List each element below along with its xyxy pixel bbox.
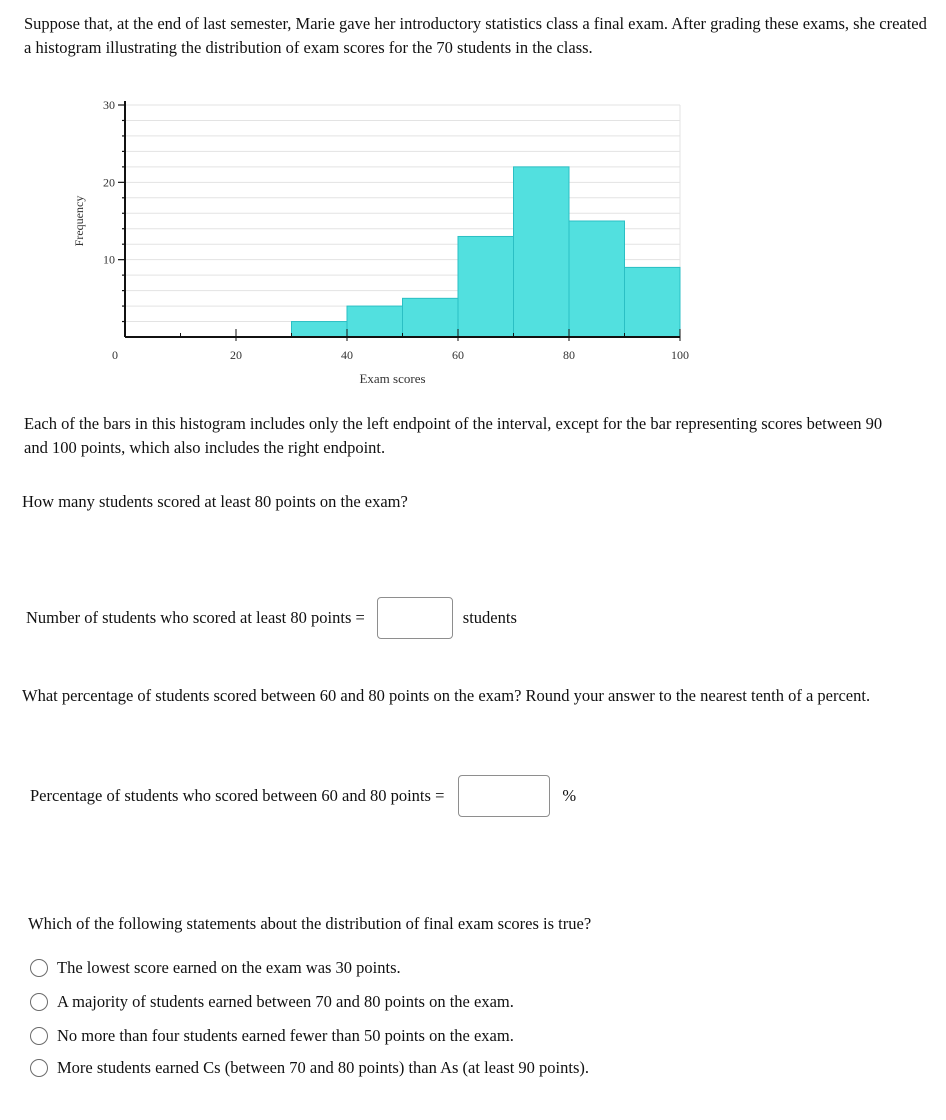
x-tick-label: 0 (112, 348, 118, 362)
histogram-bar-4 (514, 167, 570, 337)
x-tick-label: 80 (563, 348, 575, 362)
answer-1-unit: students (462, 608, 517, 627)
option-2[interactable] (30, 992, 514, 1012)
option-1[interactable] (30, 958, 401, 978)
answer-row-1 (26, 596, 517, 640)
option-3-text: No more than four students earned fewer than 50 points on the exam. (57, 1026, 514, 1045)
option-4[interactable] (30, 1058, 589, 1078)
question-2: What percentage of students scored between 60 and 80 points on the exam? Round your answer to the nearest tenth of a percent. (22, 686, 871, 705)
y-tick-label: 20 (103, 175, 115, 190)
x-axis-label: Exam scores (359, 371, 426, 386)
question-1: How many students scored at least 80 points on the exam? (22, 492, 408, 511)
x-tick-label: 40 (341, 348, 353, 362)
radio-button[interactable] (30, 1059, 48, 1077)
y-axis-label: Frequency (72, 195, 86, 247)
histogram-bar-1 (347, 306, 403, 337)
radio-button[interactable] (30, 993, 48, 1011)
endpoint-note: Each of the bars in this histogram includes only the left endpoint of the interval, except for the bar representing scores between 90 and 100 points, which also includes the right endpoint. (24, 414, 883, 457)
x-tick-label: 100 (671, 348, 689, 362)
students-count-input[interactable] (377, 597, 453, 639)
histogram-bar-0 (292, 322, 348, 337)
answer-1-label: Number of students who scored at least 80 points = (26, 608, 365, 627)
option-4-text: More students earned Cs (between 70 and 80 points) than As (at least 90 points). (57, 1058, 590, 1077)
histogram-bar-2 (403, 298, 459, 337)
percentage-input[interactable] (458, 775, 550, 817)
option-3[interactable] (30, 1026, 514, 1046)
radio-button[interactable] (30, 1027, 48, 1045)
answer-2-unit: % (562, 786, 577, 805)
x-tick-label: 20 (230, 348, 242, 362)
answer-row-2 (30, 774, 576, 818)
answer-2-label: Percentage of students who scored between 60 and 80 points = (30, 786, 445, 805)
y-tick-label: 10 (103, 252, 115, 267)
y-tick-label: 30 (103, 98, 115, 112)
question-3: Which of the following statements about the distribution of final exam scores is true? (28, 914, 592, 933)
option-2-text: A majority of students earned between 70 and 80 points on the exam. (57, 992, 514, 1011)
histogram-chart (0, 0, 946, 400)
histogram-bar-3 (458, 236, 514, 337)
intro-text: Suppose that, at the end of last semester, Marie gave her introductory statistics class a final exam. After grading these exams, she created a histogram illustrating the distribution of exam scores for the 70 students in the class. (24, 14, 927, 57)
x-tick-label: 60 (452, 348, 464, 362)
radio-button[interactable] (30, 959, 48, 977)
histogram-bar-6 (625, 267, 681, 337)
option-1-text: The lowest score earned on the exam was 30 points. (57, 958, 401, 977)
histogram-bar-5 (569, 221, 625, 337)
